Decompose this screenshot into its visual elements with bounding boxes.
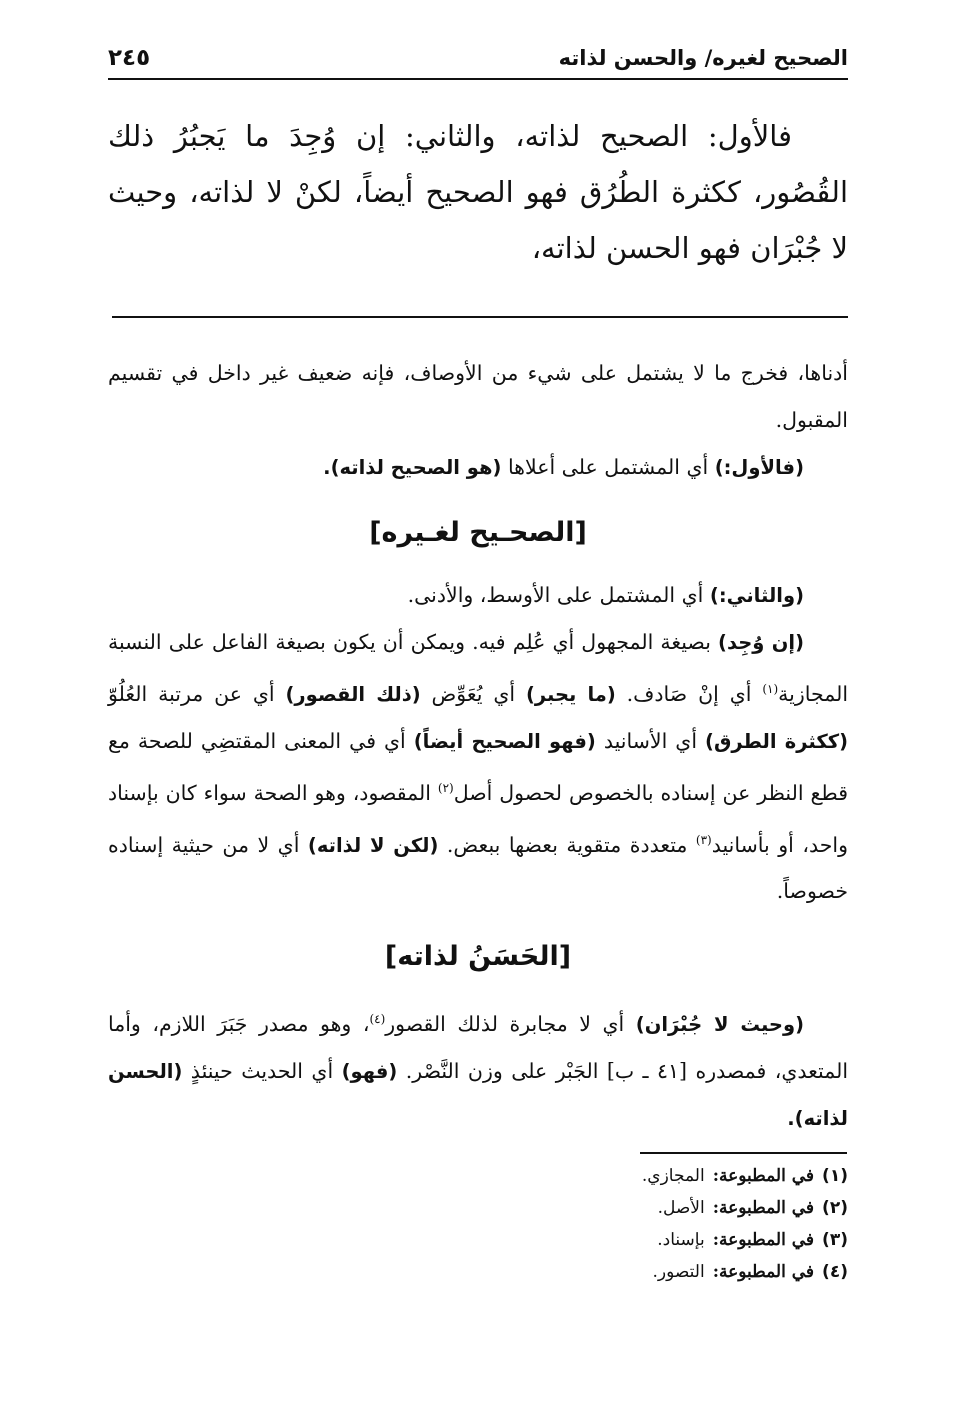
section-heading-sahih-li-ghayrihi: [الصحـيح لغـيره] xyxy=(369,517,587,548)
separator-rule xyxy=(112,316,848,318)
commentary-paragraph-5: (وحيث لا جُبْرَان) أي لا مجابرة لذلك القصور$^{(٤)}$، وهو مصدر جَبَرَ اللازم، وأما المتعدي، فمصدره [٤١ ـ ب] الجَبْر على وزن النَّصْر. (فهو) أي الحديث حينئذٍ (الحسن لذاته). xyxy=(108,1012,849,1131)
bold-term: (فهو) xyxy=(341,1060,398,1084)
bold-term: (ذلك القصور) xyxy=(285,682,421,706)
footnote-4: (٤) في المطبوعة: التصور. xyxy=(652,1262,848,1282)
footnotes xyxy=(148,1160,848,1288)
footnote-ref-1: (١) xyxy=(762,682,779,696)
bold-term: (هو الصحيح لذاته). xyxy=(323,456,502,479)
footnote-rule xyxy=(640,1152,847,1154)
bold-term: (فهو الصحيح أيضاً) xyxy=(413,729,596,753)
footnote-ref-2: (٢) xyxy=(437,780,454,795)
commentary-text: أي المشتمل على أعلاها xyxy=(501,455,715,479)
bold-term: (لكن لا لذاته) xyxy=(307,833,439,857)
page-number: ٢٤٥ xyxy=(108,45,151,71)
footnote-1: (١) في المطبوعة: المجازي. xyxy=(641,1166,848,1186)
bold-term: (ما يجبر) xyxy=(525,682,616,706)
main-text: فالأول: الصحيح لذاته، والثاني: إن وُجِدَ ما يَجبُرُ ذلك القُصُور، ككثرة الطُرُق فهو الصحيح أيضاً، لكنْ لا لذاته، وحيث لا جُبْرَان فهو الحسن لذاته، xyxy=(108,119,848,265)
running-title: الصحيح لغيره/ والحسن لذاته xyxy=(558,46,848,70)
section-heading-hasan-li-dhatihi: [الحَسَنُ لذاته] xyxy=(384,941,572,973)
bold-term: (وحيث لا جُبْرَان) xyxy=(635,1013,805,1037)
bold-term: (الحسن لذاته). xyxy=(108,1060,848,1131)
commentary-paragraph-4: (إن وُجِد) بصيغة المجهول أي عُلِم فيه. ويمكن أن يكون بصيغة الفاعل على النسبة المجازية$^{(١)}$ أي إنْ صَادف. (ما يجبر) أي يُعَوِّض (ذلك القصور) أي عن مرتبة العُلُوّ (ككثرة الطرق) أي الأسانيد (فهو الصحيح أيضاً) أي في المعنى المقتضِي للصحة مع قطع النظر عن إسناده بالخصوص لحصول أصل$^{(٢)}$ المقصود، وهو الصحة سواء كان بإسناد واحد، أو بأسانيد$^{(٣)}$ متعددة متقوية بعضها ببعض. (لكن لا لذاته) أي لا من حيثية إسناده خصوصاً. xyxy=(108,630,849,904)
commentary-paragraph-2 xyxy=(108,444,848,491)
bold-term: (ككثرة الطرق) xyxy=(705,729,848,753)
commentary-text: أي المشتمل على الأوسط، والأدنى. xyxy=(407,583,710,607)
bold-term: (فالأول:) xyxy=(714,456,804,479)
commentary-paragraph-1: أدناها، فخرج ما لا يشتمل على شيء من الأوصاف، فإنه ضعيف غير داخل في تقسيم المقبول. xyxy=(108,361,848,432)
bold-term: (والثاني:) xyxy=(709,584,804,607)
commentary xyxy=(108,350,848,1142)
footnote-2: (٢) في المطبوعة: الأصل. xyxy=(657,1198,848,1218)
footnote-ref-4: (٤) xyxy=(369,1012,386,1027)
commentary-paragraph-3 xyxy=(108,572,848,619)
bold-term: (إن وُجِد) xyxy=(718,631,804,654)
footnote-ref-3: (٣) xyxy=(695,832,712,847)
page-header xyxy=(108,38,848,80)
footnote-3: (٣) في المطبوعة: بإسناد. xyxy=(657,1230,848,1250)
